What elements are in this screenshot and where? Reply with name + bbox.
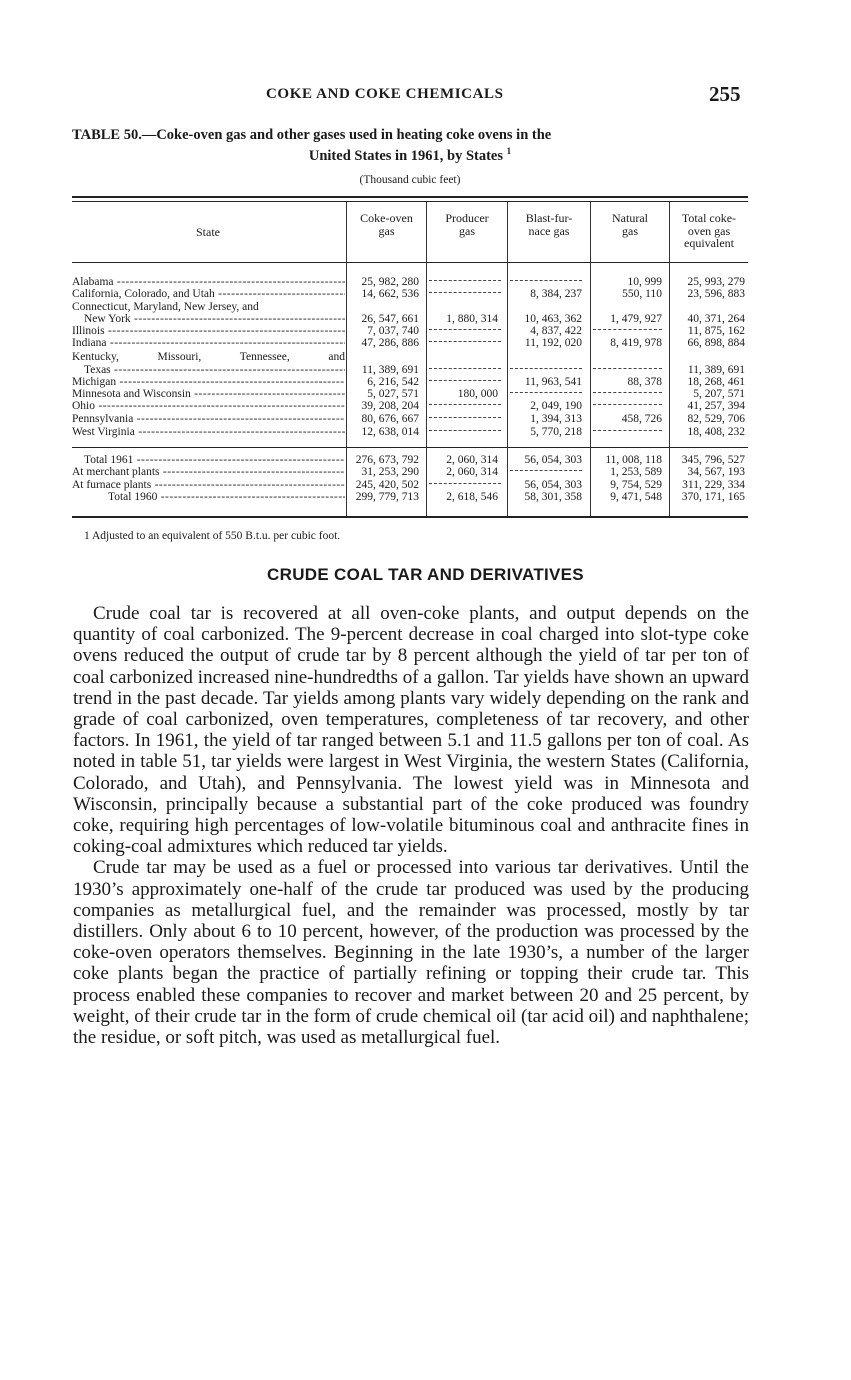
row-state: Texas ----- bbox=[84, 364, 345, 376]
cell-blast-furnace: 8, 384, 237 bbox=[530, 288, 582, 300]
row-state: New York ----- bbox=[84, 313, 345, 325]
row-state: Total 1961 ----- bbox=[84, 454, 345, 466]
row-state: Alabama ----- bbox=[72, 276, 345, 288]
row-state: At merchant plants ----- bbox=[72, 466, 345, 478]
table-row bbox=[72, 388, 748, 400]
cell-total: 82, 529, 706 bbox=[687, 413, 745, 425]
body-text bbox=[73, 603, 749, 1048]
header-blast-furnace-gas-l2: nace gas bbox=[528, 223, 570, 238]
dash-leader bbox=[429, 368, 501, 369]
table-total-row bbox=[72, 466, 748, 478]
dash-leader bbox=[429, 430, 501, 431]
table-title bbox=[72, 127, 748, 164]
running-title: COKE AND COKE CHEMICALS bbox=[266, 86, 504, 102]
dash-leader bbox=[429, 292, 501, 293]
cell-blast-furnace: 1, 394, 313 bbox=[530, 413, 582, 425]
table-totals-rule bbox=[72, 447, 748, 448]
cell-natural: 11, 008, 118 bbox=[605, 454, 662, 466]
cell-blast-furnace: 56, 054, 303 bbox=[524, 454, 582, 466]
header-total-equivalent-l2: oven gas bbox=[687, 223, 731, 238]
table-footnote: 1 Adjusted to an equivalent of 550 B.t.u. per cubic foot. bbox=[84, 530, 341, 542]
table-title-line-1: TABLE 50.—Coke-oven gas and other gases used in heating coke ovens in the bbox=[72, 127, 552, 143]
cell-total: 5, 207, 571 bbox=[693, 388, 745, 400]
dash-leader bbox=[429, 280, 501, 281]
dash-leader bbox=[429, 341, 501, 342]
table-row bbox=[72, 413, 748, 425]
page-number: 255 bbox=[709, 82, 741, 106]
header-producer-gas bbox=[427, 212, 507, 237]
header-coke-oven-gas-l1: Coke-oven bbox=[360, 211, 413, 225]
paragraph: Crude tar may be used as a fuel or processed into various tar derivatives. Until the 1930’s approximately one-half of the crude tar produced was used by the producing companies as metallurgical fuel, and the remainder was processed, mostly by tar distillers. Only about 6 to 10 percent, however, of the production was processed by the coke-oven operators themselves. Beginning in the late 1930’s, a number of the larger coke plants began the practice of partially refining or topping their crude tar. This process enabled these companies to recover and market between 20 and 25 percent, by weight, of their crude tar in the form of crude chemical oil (tar acid oil) and naphthalene; the residue, or soft pitch, was used as metallurgical fuel. bbox=[73, 857, 749, 1049]
table-title-line-2 bbox=[72, 143, 748, 164]
cell-natural: 9, 471, 548 bbox=[610, 491, 662, 503]
cell-total: 370, 171, 165 bbox=[681, 491, 745, 503]
dash-leader bbox=[510, 392, 582, 393]
cell-total: 34, 567, 193 bbox=[687, 466, 745, 478]
row-state: Indiana ----- bbox=[72, 337, 345, 349]
dash-leader bbox=[593, 368, 662, 369]
table-bottom-rule bbox=[72, 516, 748, 518]
cell-coke-oven: 7, 037, 740 bbox=[367, 325, 419, 337]
row-state: Pennsylvania ----- bbox=[72, 413, 345, 425]
table-row bbox=[72, 426, 748, 438]
header-blast-furnace-gas-l1: Blast-fur- bbox=[525, 211, 573, 225]
header-natural-gas bbox=[591, 212, 669, 237]
dash-leader bbox=[429, 380, 501, 381]
row-state-line-1: Kentucky, Missouri, Tennessee, and bbox=[72, 351, 345, 363]
cell-producer: 2, 060, 314 bbox=[446, 466, 498, 478]
header-producer-gas-l2: gas bbox=[459, 223, 475, 238]
cell-producer: 2, 618, 546 bbox=[446, 491, 498, 503]
table-row bbox=[72, 376, 748, 388]
cell-natural: 10, 999 bbox=[627, 276, 662, 288]
table-row bbox=[72, 325, 748, 337]
cell-coke-oven: 25, 982, 280 bbox=[361, 276, 419, 288]
cell-coke-oven: 26, 547, 661 bbox=[361, 313, 419, 325]
paragraph: Crude coal tar is recovered at all oven-coke plants, and output depends on the quantity of coal carbonized. The 9-percent decrease in coal charged into slot-type coke ovens reduced the output of crude tar by 8 percent although the yield of tar per ton of coal carbonized increased nine-hundredths of a gallon. Tar yields have shown an upward trend in the past decade. Tar yields among plants vary widely depending on the rank and grade of coal carbonized, oven temperatures, completeness of tar recovery, and other factors. In 1961, the yield of tar ranged between 5.1 and 11.5 gallons per ton of coal. As noted in table 51, tar yields were largest in West Virginia, the western States (California, Colorado, and Utah), and Pennsylvania. The lowest yield was in Minnesota and Wisconsin, principally because a substantial part of the coke produced was foundry coke, requiring high percentages of low-volatile bituminous coal and anthracite fines in coking-coal admixtures which reduced tar yields. bbox=[73, 603, 749, 858]
cell-coke-oven: 6, 216, 542 bbox=[367, 376, 419, 388]
cell-total: 311, 229, 334 bbox=[682, 479, 745, 491]
table-row bbox=[72, 276, 748, 288]
row-state-line-1: Connecticut, Maryland, New Jersey, and bbox=[72, 301, 259, 313]
cell-blast-furnace: 2, 049, 190 bbox=[530, 400, 582, 412]
header-producer-gas-l1: Producer bbox=[445, 211, 489, 225]
cell-coke-oven: 245, 420, 502 bbox=[355, 479, 419, 491]
cell-coke-oven: 12, 638, 014 bbox=[361, 426, 419, 438]
cell-natural: 88, 378 bbox=[627, 376, 662, 388]
cell-total: 66, 898, 884 bbox=[687, 337, 745, 349]
header-blast-furnace-gas bbox=[508, 212, 590, 237]
dash-leader bbox=[510, 368, 582, 369]
row-state: California, Colorado, and Utah ----- bbox=[72, 288, 345, 300]
table-total-row bbox=[72, 454, 748, 466]
dash-leader bbox=[510, 470, 582, 471]
row-state: At furnace plants ----- bbox=[72, 479, 345, 491]
table-row-continuation bbox=[72, 351, 748, 363]
table-total-row bbox=[72, 491, 748, 503]
row-state: Minnesota and Wisconsin ----- bbox=[72, 388, 345, 400]
row-state: West Virginia ----- bbox=[72, 426, 345, 438]
running-head bbox=[0, 84, 851, 108]
cell-blast-furnace: 5, 770, 218 bbox=[530, 426, 582, 438]
cell-producer: 180, 000 bbox=[457, 388, 498, 400]
cell-total: 11, 875, 162 bbox=[687, 325, 745, 337]
dash-leader bbox=[429, 329, 501, 330]
table-top-rule bbox=[72, 196, 748, 198]
cell-natural: 8, 419, 978 bbox=[610, 337, 662, 349]
cell-total: 23, 596, 883 bbox=[687, 288, 745, 300]
cell-producer: 2, 060, 314 bbox=[446, 454, 498, 466]
header-total-equivalent bbox=[670, 212, 748, 250]
header-natural-gas-l1: Natural bbox=[612, 211, 648, 225]
cell-coke-oven: 47, 286, 886 bbox=[361, 337, 419, 349]
cell-coke-oven: 39, 208, 204 bbox=[361, 400, 419, 412]
table-top-rule-inner bbox=[72, 201, 748, 202]
header-state: State bbox=[196, 225, 220, 239]
table-row bbox=[72, 400, 748, 412]
cell-total: 40, 371, 264 bbox=[687, 313, 745, 325]
cell-total: 11, 389, 691 bbox=[687, 364, 745, 376]
cell-coke-oven: 11, 389, 691 bbox=[361, 364, 419, 376]
dash-leader bbox=[593, 404, 662, 405]
cell-total: 25, 993, 279 bbox=[687, 276, 745, 288]
cell-natural: 458, 726 bbox=[621, 413, 662, 425]
table-row bbox=[72, 337, 748, 349]
row-state: Illinois ----- bbox=[72, 325, 345, 337]
table-total-row bbox=[72, 479, 748, 491]
table-header-rule bbox=[72, 262, 748, 263]
table-row bbox=[72, 313, 748, 325]
cell-blast-furnace: 11, 192, 020 bbox=[524, 337, 582, 349]
cell-total: 18, 408, 232 bbox=[687, 426, 745, 438]
dash-leader bbox=[593, 392, 662, 393]
cell-blast-furnace: 4, 837, 422 bbox=[530, 325, 582, 337]
cell-coke-oven: 5, 027, 571 bbox=[367, 388, 419, 400]
dash-leader bbox=[429, 404, 501, 405]
table-row bbox=[72, 364, 748, 376]
dash-leader bbox=[429, 483, 501, 484]
cell-blast-furnace: 56, 054, 303 bbox=[524, 479, 582, 491]
cell-blast-furnace: 10, 463, 362 bbox=[524, 313, 582, 325]
row-state: Ohio ----- bbox=[72, 400, 345, 412]
header-coke-oven-gas-l2: gas bbox=[378, 223, 395, 238]
row-state: Michigan ----- bbox=[72, 376, 345, 388]
dash-leader bbox=[593, 430, 662, 431]
cell-natural: 550, 110 bbox=[622, 288, 662, 300]
table-units: (Thousand cubic feet) bbox=[359, 174, 461, 186]
row-state: Total 1960 ----- bbox=[108, 491, 345, 503]
cell-total: 41, 257, 394 bbox=[687, 400, 745, 412]
cell-blast-furnace: 11, 963, 541 bbox=[524, 376, 582, 388]
dash-leader bbox=[593, 329, 662, 330]
table-title-footnote-mark: 1 bbox=[506, 146, 512, 156]
section-heading: CRUDE COAL TAR AND DERIVATIVES bbox=[267, 565, 584, 584]
header-natural-gas-l2: gas bbox=[622, 223, 638, 238]
table-row bbox=[72, 288, 748, 300]
cell-blast-furnace: 58, 301, 358 bbox=[524, 491, 582, 503]
cell-coke-oven: 14, 662, 536 bbox=[361, 288, 419, 300]
cell-total: 345, 796, 527 bbox=[681, 454, 745, 466]
header-coke-oven-gas bbox=[347, 212, 426, 237]
cell-natural: 9, 754, 529 bbox=[610, 479, 662, 491]
cell-natural: 1, 479, 927 bbox=[610, 313, 662, 325]
cell-coke-oven: 276, 673, 792 bbox=[355, 454, 419, 466]
cell-natural: 1, 253, 589 bbox=[610, 466, 662, 478]
cell-coke-oven: 80, 676, 667 bbox=[361, 413, 419, 425]
cell-coke-oven: 299, 779, 713 bbox=[355, 491, 419, 503]
header-total-equivalent-l3: equivalent bbox=[684, 236, 734, 250]
table-title-line-2-text: United States in 1961, by States bbox=[308, 147, 504, 164]
cell-total: 18, 268, 461 bbox=[687, 376, 745, 388]
header-total-equivalent-l1: Total coke- bbox=[681, 211, 737, 225]
table-row-continuation bbox=[72, 301, 748, 313]
dash-leader bbox=[429, 417, 501, 418]
cell-producer: 1, 880, 314 bbox=[446, 313, 498, 325]
cell-coke-oven: 31, 253, 290 bbox=[361, 466, 419, 478]
dash-leader bbox=[510, 280, 582, 281]
